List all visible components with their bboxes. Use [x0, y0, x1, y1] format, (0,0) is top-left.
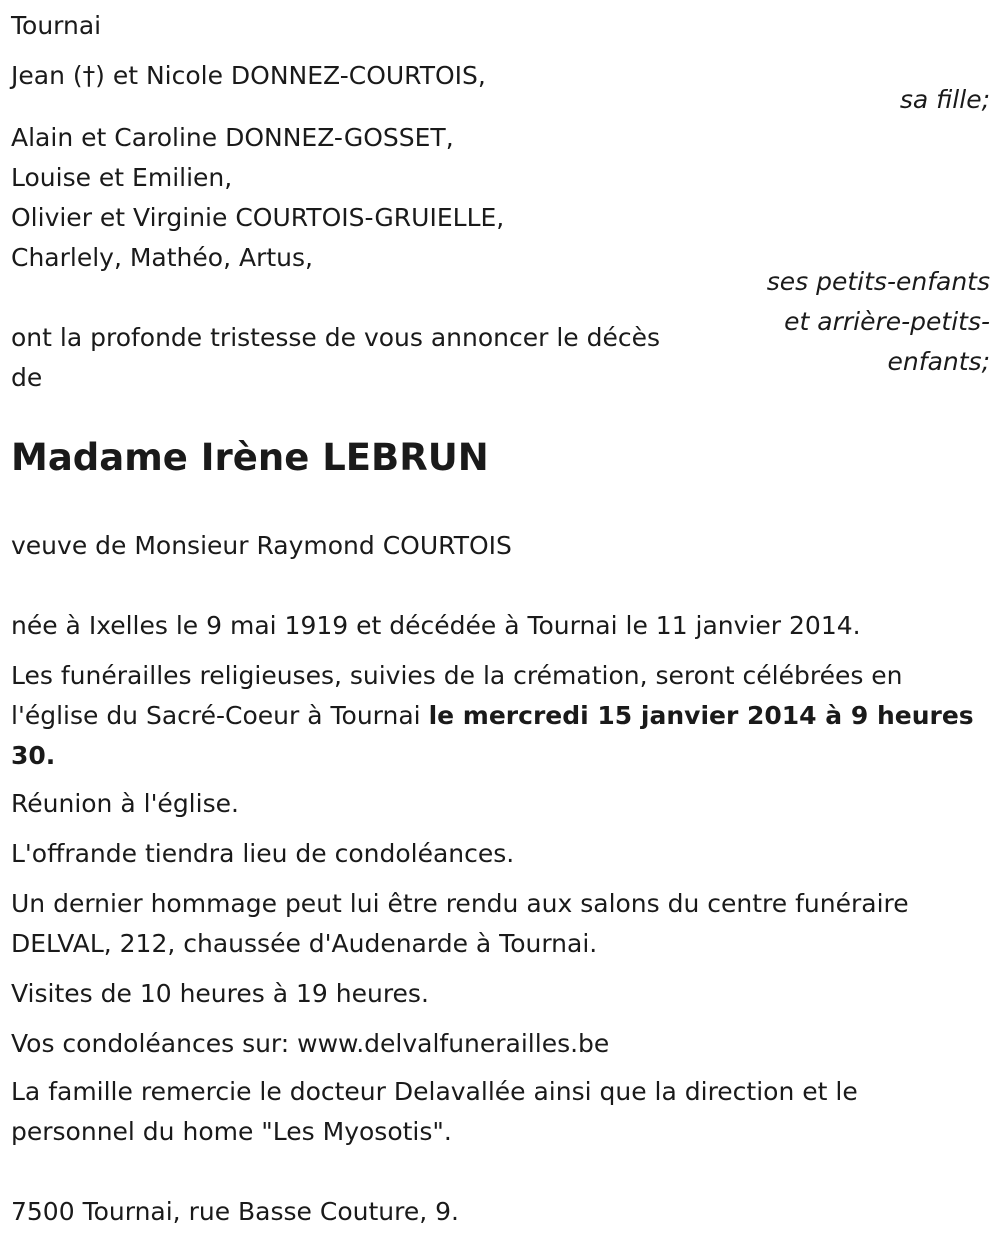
tribute-line-1: Un dernier hommage peut lui être rendu aux salons du centre funéraire — [11, 889, 909, 918]
spouse-line: veuve de Monsieur Raymond COURTOIS — [11, 531, 512, 560]
condolences-line: Vos condoléances sur: www.delvalfunerailles.be — [11, 1029, 610, 1058]
tribute-line-2: DELVAL, 212, chaussée d'Audenarde à Tournai. — [11, 929, 598, 958]
grandchildren-role-3: enfants; — [887, 347, 990, 376]
visits-line: Visites de 10 heures à 19 heures. — [11, 979, 429, 1008]
grandchildren-role-2: et arrière-petits- — [784, 307, 990, 336]
parents-role: sa fille; — [899, 85, 990, 114]
thanks-line-1: La famille remercie le docteur Delavallée ainsi que la direction et le — [11, 1077, 858, 1106]
grandchildren-line-2: Louise et Emilien, — [11, 163, 233, 192]
funeral-time: 30. — [11, 741, 56, 770]
birth-death-line: née à Ixelles le 9 mai 1919 et décédée à Tournai le 11 janvier 2014. — [11, 611, 861, 640]
meeting-line: Réunion à l'église. — [11, 789, 239, 818]
parents-line: Jean (†) et Nicole DONNEZ-COURTOIS, — [11, 61, 486, 90]
funeral-line-1: Les funérailles religieuses, suivies de la crémation, seront célébrées en — [11, 661, 903, 690]
grandchildren-role-1: ses petits-enfants — [766, 267, 990, 296]
grandchildren-line-4: Charlely, Mathéo, Artus, — [11, 243, 313, 272]
funeral-church: l'église du Sacré-Coeur à Tournai — [11, 701, 429, 730]
grandchildren-line-3: Olivier et Virginie COURTOIS-GRUIELLE, — [11, 203, 505, 232]
address-line: 7500 Tournai, rue Basse Couture, 9. — [11, 1197, 459, 1226]
thanks-line-2: personnel du home "Les Myosotis". — [11, 1117, 452, 1146]
announcement-line-2: de — [11, 363, 43, 392]
offering-line: L'offrande tiendra lieu de condoléances. — [11, 839, 515, 868]
announcement-line-1: ont la profonde tristesse de vous annoncer le décès — [11, 323, 661, 352]
deceased-name: Madame Irène LEBRUN — [11, 436, 489, 479]
grandchildren-line-1: Alain et Caroline DONNEZ-GOSSET, — [11, 123, 454, 152]
funeral-line-2 — [11, 696, 974, 736]
city-label: Tournai — [11, 11, 102, 40]
funeral-line-3 — [11, 736, 55, 776]
funeral-date: le mercredi 15 janvier 2014 à 9 heures — [428, 701, 974, 730]
